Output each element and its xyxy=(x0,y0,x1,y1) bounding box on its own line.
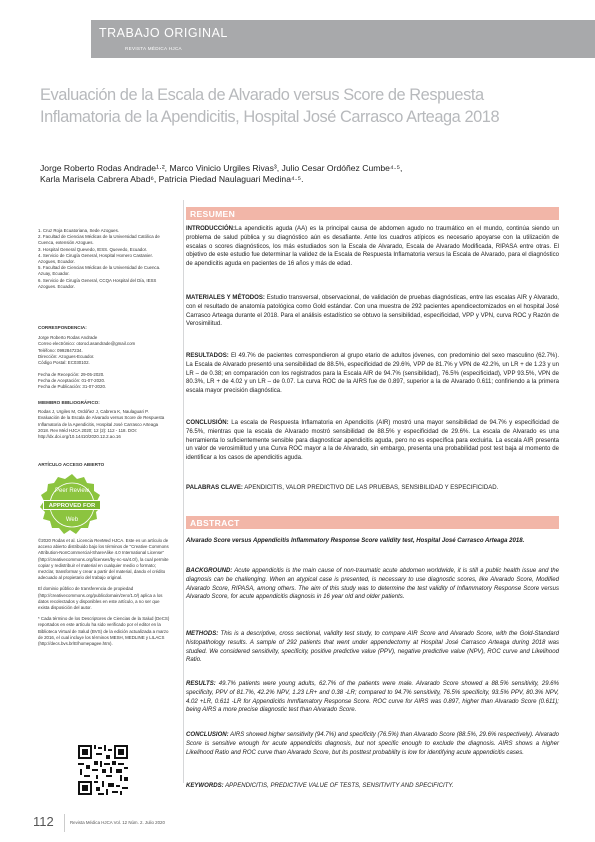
author-list xyxy=(40,163,560,185)
seal-mid-text: APPROVED FOR xyxy=(48,503,96,509)
abstract-background xyxy=(186,567,559,602)
footer-divider xyxy=(64,814,65,832)
keywords-text: APENDICITIS, VALOR PREDICTIVO DE LAS PRUEBAS, SENSIBILIDAD Y ESPECIFICIDAD. xyxy=(244,485,499,491)
authors-line-1: Jorge Roberto Rodas Andrade¹·², Marco Vinicio Urgiles Rivas³, Julio Cesar Ordóñez Cumbe⁴·⁵, xyxy=(40,163,403,173)
abstract-conclusion-text: AIRS showed higher sensitivity (94.7%) and specificity (76.5%) than Alvarado Score (88.5%, 29.6% respectively). Alvarado Score is sensitive enough for acute appendicitis diagnosis, but not specific enough to exclude the diagnosis. AIRS shows a higher Likelihood Ratio and ROC curve than Alvarado Score, but its posttest probability is low for identifying acute appendicitis cases. xyxy=(186,732,559,756)
keywords-label: PALABRAS CLAVE: xyxy=(186,485,243,491)
conclusion-label: CONCLUSIÓN: xyxy=(186,420,229,426)
abstract-results-label: RESULTS: xyxy=(186,681,216,687)
open-access-heading: ARTÍCULO ACCESO ABIERTO xyxy=(38,462,105,467)
results-label: RESULTADOS: xyxy=(186,353,229,359)
abstract-methods-text: This is a descriptive, cross sectional, validity test study, to compare AIR Score and Alvarado Score, with the Gold-Standard histopathology results. A sample of 292 patients that went under appendectomy at Hospital José Carrasco Arteaga during 2018 was studied. We considered sensitivity, specificity, positive predictive value (PPV), negative predictive value (NPV), ROC curve and Likelihood Ratio. xyxy=(186,631,559,664)
citation-block xyxy=(38,400,170,440)
section-banner xyxy=(91,20,595,58)
abstract-heading: ABSTRACT xyxy=(190,518,240,528)
abstract-title: Alvarado Score versus Appendicitis Inflammatory Response Score validity test, Hospital José Carrasco Arteaga 2018. xyxy=(186,538,525,544)
affiliation-item: 6. Servicio de Cirugía General, CCQA Hospital del Día, IESS Azogues. Ecuador. xyxy=(38,277,157,289)
abstract-methods xyxy=(186,630,559,665)
license-text: ©2020 Rodas et al. Licencia RevMed HJCA. Este es un artículo de acceso abierto distribuido bajo los términos de "Creative Commons Attribution-NonCommercial-ShareAlike 4.0 International License" (http://creativecommons.org/licenses/by-nc-sa/4.0/), la cual permite copiar y redistribuir el material en cualquier medio o formato; mezclar, transformar y crear a partir del material, dando el crédito adecuado al propietario del trabajo original. xyxy=(38,538,169,581)
conclusion-text: La escala de Respuesta Inflamatoria en Apendicitis (AIR) mostró una mayor sensibilidad de 94.7% y especificidad de 76.5%, mientras que la escala de Alvarado mostró sensibilidad de 88.5% y especificidad de 29.6%. La escala de Alvarado es una herramienta lo suficientemente sensible para diagnosticar apendicitis aguda, pero no es específica para excluirla. La escala AIR presenta un valor de verosimilitud y una Curva ROC mayor a la de Alvarado, sin embargo, presenta una probabilidad post test baja al momento de identificar a los casos de apendicitis aguda. xyxy=(186,420,559,462)
decs-text: * Cada término de los Descriptores de Ciencias de la Salud (DeCS) reportados en este artículo ha sido verificado por el editor en la Biblioteca Virtual de Salud (BVS) de la edición actualizada a marzo de 2016, el cual incluye los términos MESH, MEDLINE y LILACS (http://decs.bvs.br/E/homepagee.htm). xyxy=(38,616,170,647)
public-domain-text: El dominio público de transferencia de propiedad (http://creativecommons.org/publicdomain/zero/1.0/) aplica a los datos recolectados y disponibles en este artículo, a no ser que exista disposición del autor. xyxy=(38,586,163,611)
correspondence-line: Teléfono: 0992847234. xyxy=(38,347,83,353)
affiliation-item: 3. Hospital General Quevedo, IESS. Quevedo, Ecuador. xyxy=(38,246,148,252)
correspondence-heading: CORRESPONDENCIA: xyxy=(38,325,87,330)
correspondence-line: Dirección: Azogues-Ecuador. xyxy=(38,353,95,359)
abstract-results-text: 49.7% patients were young adults, 62.7% of the patients were male. Alvarado Score showed a 88.5% sensitivity, 29.6% specificity, PPV of 81.7%, 42.2% NPV, 1.23 LR+ and 0.38 -LR; compared to 94.7% sensitivity, 76.5% specificity, 93.5% PPV, 80.3% NPV, 4.02 +LR, 0.611 -LR for Appendicitis Inmflamatory Response Score. ROC curve for AIRS was 0.897, higher than Alvarado Score (0.611); being AIRS a more precise diagnostic test than Alvarado Score. xyxy=(186,681,559,714)
peer-review-seal-icon xyxy=(40,473,104,537)
article-dates xyxy=(38,372,170,391)
abstract-keywords xyxy=(186,782,559,791)
correspondence xyxy=(38,325,170,366)
abstract-keywords-label: KEYWORDS: xyxy=(186,783,224,789)
resumen-bar xyxy=(186,207,559,220)
correspondence-line: Código Postal: EC030102. xyxy=(38,360,90,366)
authors-line-2: Karla Marisela Cabrera Abad⁶, Patricia Piedad Naulaguari Medina⁴·⁵. xyxy=(40,174,304,184)
seal-top-text: Peer Review xyxy=(54,488,90,494)
qr-code-icon xyxy=(78,745,128,795)
intro-label: INTRODUCCIÓN: xyxy=(186,226,236,232)
abstract-keywords-text: APPENDICITIS, PREDICTIVE VALUE OF TESTS, SENSITIVITY AND SPECIFICITY. xyxy=(225,783,454,789)
methods-text: Estudio transversal, observacional, de validación de pruebas diagnósticas, entre las escalas AIR y Alvarado, con el resultado de anatomía patológica como Gold estándar. Con una muestra de 292 pacientes apendicectomizados en el hospital José Carrasco Arteaga durante el 2018. Para el análisis estadístico se obtuvo la sensibilidad, especificidad, VPP y VPN, curva ROC y Razón de Verosimilitud. xyxy=(186,295,559,328)
article-title xyxy=(40,84,560,128)
license-block xyxy=(38,538,170,647)
title-line-1: Evaluación de la Escala de Alvarado versus Score de Respuesta xyxy=(40,86,484,104)
resumen-intro xyxy=(186,225,559,269)
abstract-bar xyxy=(186,516,559,529)
background-label: BACKGROUND: xyxy=(186,568,233,574)
page-footer xyxy=(0,808,595,838)
journal-tag: REVISTA MÉDICA HJCA xyxy=(125,46,182,51)
page-number: 112 xyxy=(33,814,54,829)
methods-label: MATERIALES Y MÉTODOS: xyxy=(186,295,265,301)
resumen-methods xyxy=(186,294,559,329)
correspondence-email[interactable]: Correo electrónico: otorod.asandrade@gmail.com xyxy=(38,341,136,347)
date-line: Fecha de Recepción: 29-05-2020. xyxy=(38,372,105,377)
footer-citation: Revista Médica HJCA Vol. 12 Núm. 2. Julio 2020 xyxy=(70,820,165,825)
affiliation-item: 4. Servicio de Cirugía General, Hospital Homero Castanier. Azogues, Ecuador. xyxy=(38,252,153,265)
date-line: Fecha de Publicación: 31-07-2020. xyxy=(38,384,107,390)
abstract-results xyxy=(186,680,559,715)
abstract-conclusion-label: CONCLUSION: xyxy=(186,732,229,738)
date-line: Fecha de Aceptación: 01-07-2020. xyxy=(38,378,106,384)
title-line-2: Inflamatoria de la Apendicitis, Hospital José Carrasco Arteaga 2018 xyxy=(40,108,500,126)
affiliations xyxy=(38,228,170,290)
abstract-methods-label: METHODS: xyxy=(186,631,219,637)
column-divider xyxy=(183,200,184,783)
affiliation-item: 2. Facultad de Ciencias Médicas de la Universidad Católica de Cuenca, extensión Azogues. xyxy=(38,234,160,246)
affiliation-item: 5. Facultad de Ciencias Médicas de la Universidad de Cuenca. Azuay, Ecuador. xyxy=(38,265,161,277)
intro-text: La apendicitis aguda (AA) es la principal causa de abdomen agudo no traumático en el mundo, continúa siendo un problema de salud pública y su diagnóstico aún es desafiante. Ante los cuadros atípicos es necesario apoyarse con la utilización de escalas o scores diagnósticos, los más estudiados son la Escala de Alvarado, Escala de Alvarado Modificada, RIPASA entre otras. El objetivo de este estudio fue determinar la validez de la Escala de Respuesta Inflamatoria versus la Escala de Alvarado, para el diagnóstico de apendicitis aguda en pacientes de 16 años y más de edad. xyxy=(186,226,559,268)
resumen-results xyxy=(186,352,559,396)
affiliation-item: 1. Cruz Roja Ecuatoriana, Sede Azogues. xyxy=(38,228,120,233)
resumen-keywords xyxy=(186,484,559,493)
seal-bottom-text: Web xyxy=(65,517,79,523)
citation-text: Rodas J, Urgiles M, Ordóñez J, Cabrera K, Naulaguari P. Evaluación de la Escala de Alvarado versus Score de Respuesta Inflamatoria de la Apendicitis, Hospital José Carrasco Arteaga 2018. Rev Méd HJCA 2020; 12 (2): 112 - 118. DOI: http://dx.doi.org/10.14410/2020.12.2.ao.16 xyxy=(38,409,165,440)
abstract-conclusion xyxy=(186,731,559,757)
citation-heading: MIEMBRO BIBLIOGRÁFICO: xyxy=(38,400,100,405)
background-text: Acute appendicitis is the main cause of non-traumatic acute abdomen worldwide, it is still a public health issue and the diagnosis can be challenging. When an atypical case is presented, is necessary to use diagnostic scores, like Alvarado Score, Modified Alvarado Score, RIPASA, among others. The aim of this study was to determine the test validity of Inflammatory Response Score versus Alvarado Score, for acute appendicitis diagnosis in 16 year old and older patients. xyxy=(186,568,559,601)
section-label: TRABAJO ORIGINAL xyxy=(99,26,228,40)
resumen-heading: RESUMEN xyxy=(190,209,236,219)
open-access xyxy=(38,462,170,468)
results-text: El 49.7% de pacientes correspondieron al grupo etario de adultos jóvenes, con predominio del sexo masculino (62.7%). La Escala de Alvarado presentó una sensibilidad de 88.5%, especificidad de 29.6%, VPP de 81.7% y VPN de 42.2%, un LR + de 1.23 y un LR – de 0.38; en comparación con los registrados para la Escala AIR de 94.7% (sensibilidad), 76.5% (especificidad), VPP 93.5%, VPN de 80.3%, LR + de 4.02 y un LR – de 0.07. La curva ROC de la AIRS fue de 0.897, superior a la de Alvarado 0.611; confiriendo a la primera escala mayor precisión diagnóstica. xyxy=(186,353,559,395)
resumen-conclusion xyxy=(186,419,559,463)
correspondence-line: Jorge Roberto Rodas Andrade xyxy=(38,335,98,341)
